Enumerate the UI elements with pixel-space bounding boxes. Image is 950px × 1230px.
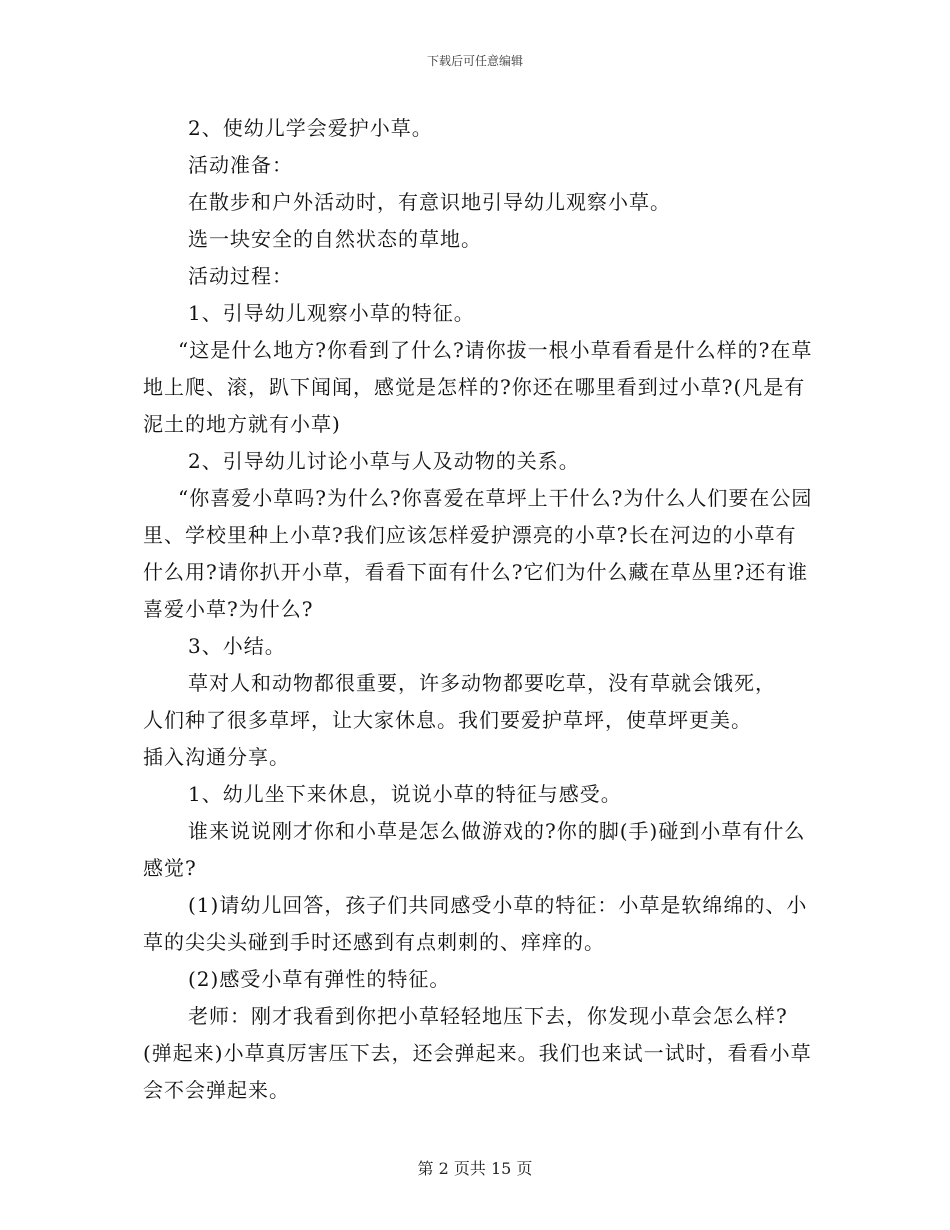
paragraph-step-3: 3、小结。 <box>188 634 286 658</box>
paragraph-sharing-1: 1、幼儿坐下来休息，说说小草的特征与感受。 <box>188 782 622 806</box>
document-body <box>143 110 815 1109</box>
paragraph-sharing-question: 谁来说说刚才你和小草是怎么做游戏的?你的脚(手)碰到小草有什么感觉? <box>143 819 806 880</box>
paragraph-step-2: 2、引导幼儿讨论小草与人及动物的关系。 <box>188 449 580 473</box>
page-footer: 第 2 页共 15 页 <box>417 1159 533 1178</box>
paragraph-step-1-questions: “这是什么地方?你看到了什么?请你拔一根小草看看是什么样的?在草地上爬、滚，趴下闻闻，感觉是怎样的?你还在哪里看到过小草?(凡是有泥土的地方就有小草) <box>143 338 813 436</box>
paragraph-sharing-heading: 插入沟通分享。 <box>143 745 290 769</box>
paragraph-goal-2: 2、使幼儿学会爱护小草。 <box>188 116 433 140</box>
paragraph-step-2-questions: “你喜爱小草吗?为什么?你喜爱在草坪上干什么?为什么人们要在公园里、学校里种上小草?我们应该怎样爱护漂亮的小草?长在河边的小草有什么用?请你扒开小草，看看下面有什么?它们为什么藏在草丛里?还有谁喜爱小草?为什么? <box>143 486 813 621</box>
paragraph-preparation-heading: 活动准备： <box>188 153 293 177</box>
paragraph-process-heading: 活动过程： <box>188 264 293 288</box>
paragraph-summary-2: 人们种了很多草坪，让大家休息。我们要爱护草坪，使草坪更美。 <box>143 708 752 732</box>
paragraph-step-1: 1、引导幼儿观察小草的特征。 <box>188 301 475 325</box>
paragraph-summary-1: 草对人和动物都很重要，许多动物都要吃草，没有草就会饿死， <box>188 671 776 695</box>
paragraph-preparation-1: 在散步和户外活动时，有意识地引导幼儿观察小草。 <box>188 190 671 214</box>
paragraph-preparation-2: 选一块安全的自然状态的草地。 <box>188 227 482 251</box>
paragraph-sharing-answer-1: (1)请幼儿回答，孩子们共同感受小草的特征：小草是软绵绵的、小草的尖尖头碰到手时还感到有点刺刺的、痒痒的。 <box>143 893 808 954</box>
paragraph-teacher-remark: 老师：刚才我看到你把小草轻轻地压下去，你发现小草会怎么样?(弹起来)小草真厉害压下去，还会弹起来。我们也来试一试时，看看小草会不会弹起来。 <box>143 1004 812 1102</box>
paragraph-sharing-answer-2: (2)感受小草有弹性的特征。 <box>188 967 451 991</box>
page-header: 下载后可任意编辑 <box>426 54 523 68</box>
